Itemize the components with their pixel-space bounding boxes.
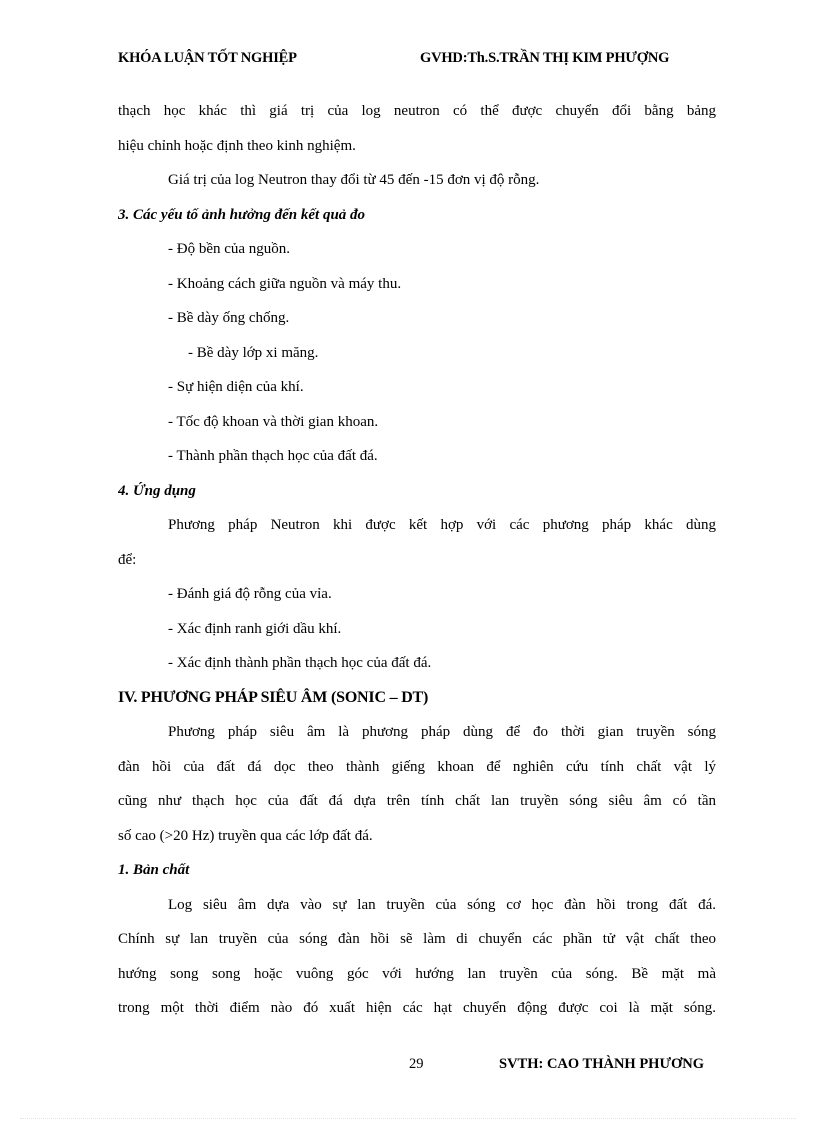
page-number: 29 [409, 1056, 424, 1072]
paragraph-line: Chính sự lan truyền của sóng đàn hồi sẽ làm di chuyển các phần tử vật chất theo [118, 931, 716, 947]
page-bottom-divider [20, 1118, 796, 1119]
list-item: - Bề dày ống chống. [168, 310, 290, 326]
paragraph-line: cũng như thạch học của đất đá dựa trên tính chất lan truyền sóng siêu âm có tần [118, 793, 716, 809]
list-item: - Sự hiện diện của khí. [168, 379, 304, 395]
list-item: - Xác định thành phần thạch học của đất đá. [168, 655, 432, 671]
list-item: - Xác định ranh giới dầu khí. [168, 620, 342, 637]
paragraph-line: để: [118, 551, 137, 568]
list-item: - Độ bền của nguồn. [168, 241, 291, 257]
list-item: - Đánh giá độ rỗng của vỉa. [168, 586, 332, 602]
paragraph-line: đàn hồi của đất đá dọc theo thành giếng khoan để nghiên cứu tính chất vật lý [118, 758, 716, 775]
list-item: - Tốc độ khoan và thời gian khoan. [168, 413, 379, 430]
list-item: - Bề dày lớp xi măng. [188, 344, 319, 361]
paragraph-line: Phương pháp siêu âm là phương pháp dùng để đo thời gian truyền sóng [168, 724, 716, 740]
paragraph-line: hướng song song hoặc vuông góc với hướng lan truyền của sóng. Bề mặt mà [118, 965, 716, 982]
paragraph-line: hiệu chỉnh hoặc định theo kinh nghiệm. [118, 137, 356, 154]
page-content [118, 94, 716, 1026]
subsection-heading-nature: 1. Bản chất [118, 862, 190, 878]
paragraph-line: trong một thời điểm nào đó xuất hiện các hạt chuyển động được coi là mặt sóng. [118, 1000, 716, 1016]
paragraph-line: số cao (>20 Hz) truyền qua các lớp đất đá. [118, 827, 373, 844]
footer-student: SVTH: CAO THÀNH PHƯƠNG [499, 1056, 705, 1072]
list-item: - Thành phần thạch học của đất đá. [168, 448, 378, 464]
section-heading-factors: 3. Các yếu tố ảnh hưởng đến kết quả đo [118, 206, 366, 223]
part-heading-sonic: IV. PHƯƠNG PHÁP SIÊU ÂM (SONIC – DT) [118, 688, 429, 706]
paragraph-line: Giá trị của log Neutron thay đổi từ 45 đến -15 đơn vị độ rỗng. [168, 172, 540, 188]
list-item: - Khoảng cách giữa nguồn và máy thu. [168, 275, 402, 292]
paragraph-line: Log siêu âm dựa vào sự lan truyền của sóng cơ học đàn hồi trong đất đá. [168, 896, 716, 913]
header-advisor: GVHD:Th.S.TRẦN THỊ KIM PHƯỢNG [420, 50, 670, 66]
paragraph-line: Phương pháp Neutron khi được kết hợp với các phương pháp khác dùng [168, 517, 716, 533]
paragraph-line: thạch học khác thì giá trị của log neutron có thể được chuyển đổi bằng bảng [118, 103, 716, 119]
header-thesis-title: KHÓA LUẬN TỐT NGHIỆP [118, 50, 297, 66]
section-heading-applications: 4. Ứng dụng [118, 482, 196, 499]
